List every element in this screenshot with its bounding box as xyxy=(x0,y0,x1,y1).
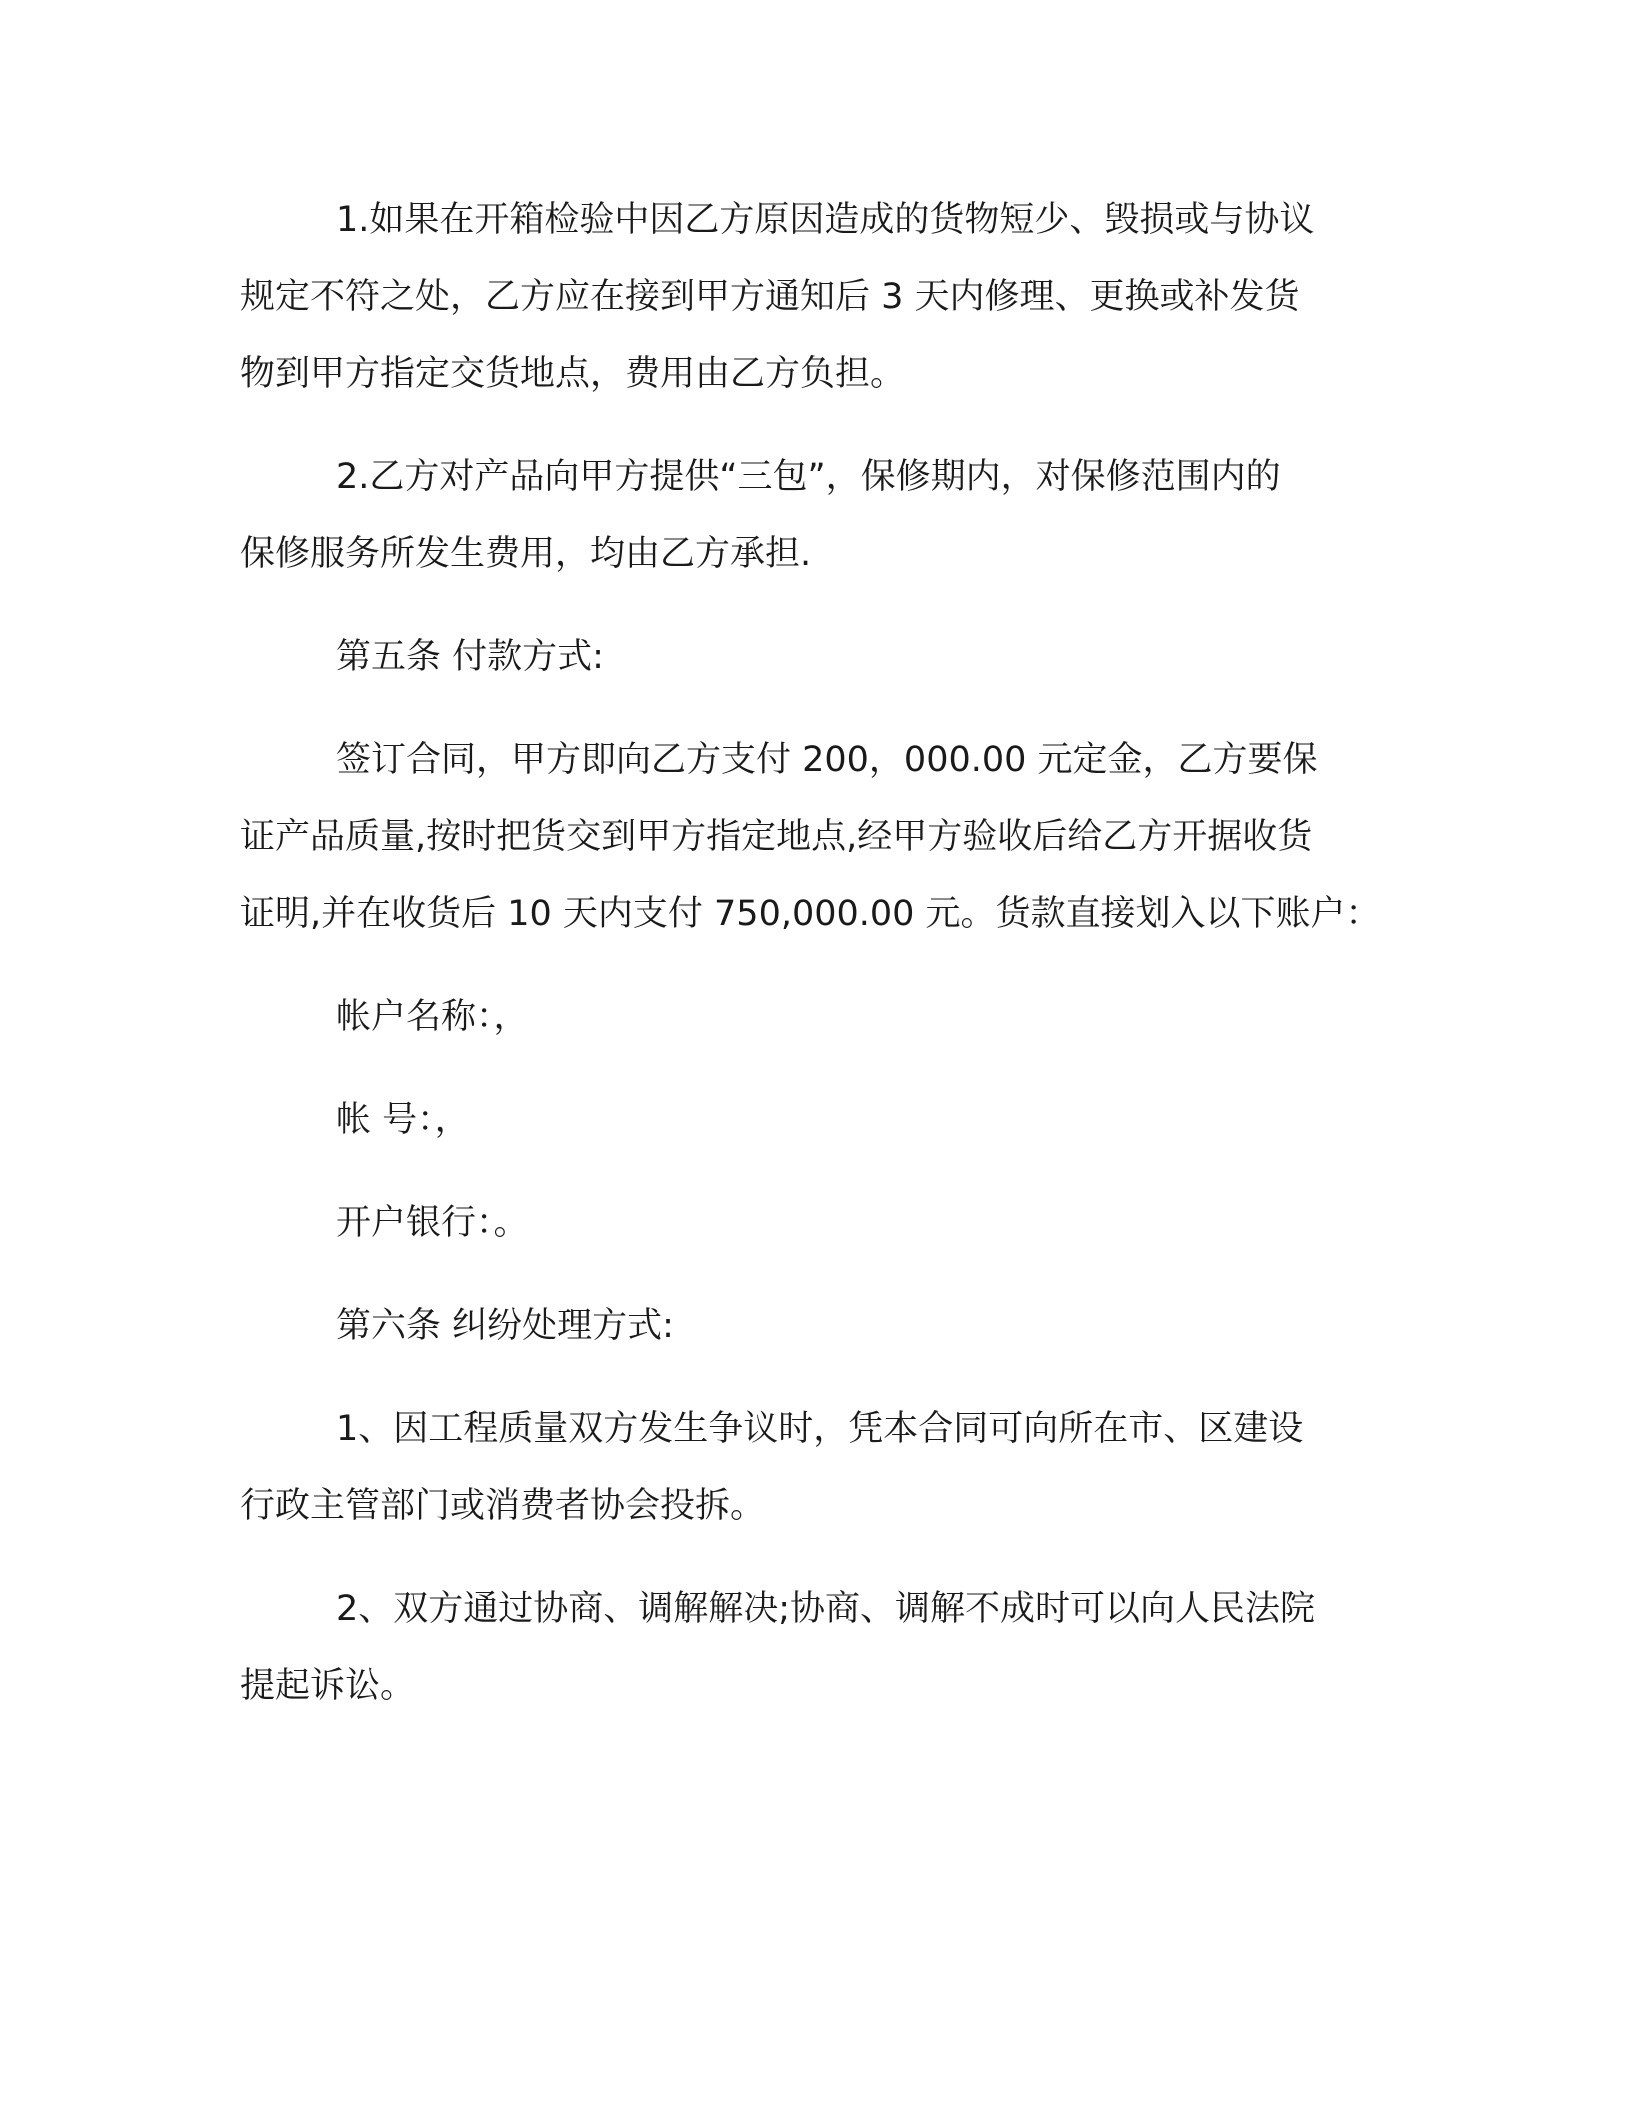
document-body xyxy=(240,182,1400,1751)
article-five-heading xyxy=(240,619,1400,696)
text-line: 2.乙方对产品向甲方提供“三包”，保修期内，对保修范围内的 xyxy=(336,457,1281,497)
text-line: 1.如果在开箱检验中因乙方原因造成的货物短少、毁损或与协议 xyxy=(336,200,1315,240)
account-name-field xyxy=(240,979,1400,1056)
section-heading: 第五条 付款方式: xyxy=(336,637,604,677)
text-line: 行政主管部门或消费者协会投拆。 xyxy=(240,1486,766,1526)
text-line: 规定不符之处，乙方应在接到甲方通知后 3 天内修理、更换或补发货 xyxy=(240,277,1300,317)
text-line: 证产品质量,按时把货交到甲方指定地点,经甲方验收后给乙方开据收货 xyxy=(240,817,1313,857)
text-line: 保修服务所发生费用，均由乙方承担. xyxy=(240,534,812,574)
clause-inspection-shortage xyxy=(240,182,1400,413)
article-six-heading xyxy=(240,1288,1400,1365)
text-line: 开户银行：。 xyxy=(336,1203,529,1243)
text-line: 1、因工程质量双方发生争议时，凭本合同可向所在市、区建设 xyxy=(336,1409,1304,1449)
clause-dispute-litigation xyxy=(240,1571,1400,1725)
bank-name-field xyxy=(240,1185,1400,1262)
section-heading: 第六条 纠纷处理方式: xyxy=(336,1306,674,1346)
text-line: 证明,并在收货后 10 天内支付 750,000.00 元。货款直接划入以下账户： xyxy=(240,894,1381,934)
text-line: 2、双方通过协商、调解解决;协商、调解不成时可以向人民法院 xyxy=(336,1589,1316,1629)
text-line: 签订合同，甲方即向乙方支付 200，000.00 元定金，乙方要保 xyxy=(336,740,1318,780)
clause-three-guarantees xyxy=(240,439,1400,593)
account-number-field xyxy=(240,1082,1400,1159)
text-line: 帐户名称：， xyxy=(336,997,529,1037)
text-line: 提起诉讼。 xyxy=(240,1666,416,1706)
text-line: 帐 号：， xyxy=(336,1100,470,1140)
text-line: 物到甲方指定交货地点，费用由乙方负担。 xyxy=(240,354,906,394)
clause-dispute-complaint xyxy=(240,1391,1400,1545)
clause-payment-terms xyxy=(240,722,1400,953)
